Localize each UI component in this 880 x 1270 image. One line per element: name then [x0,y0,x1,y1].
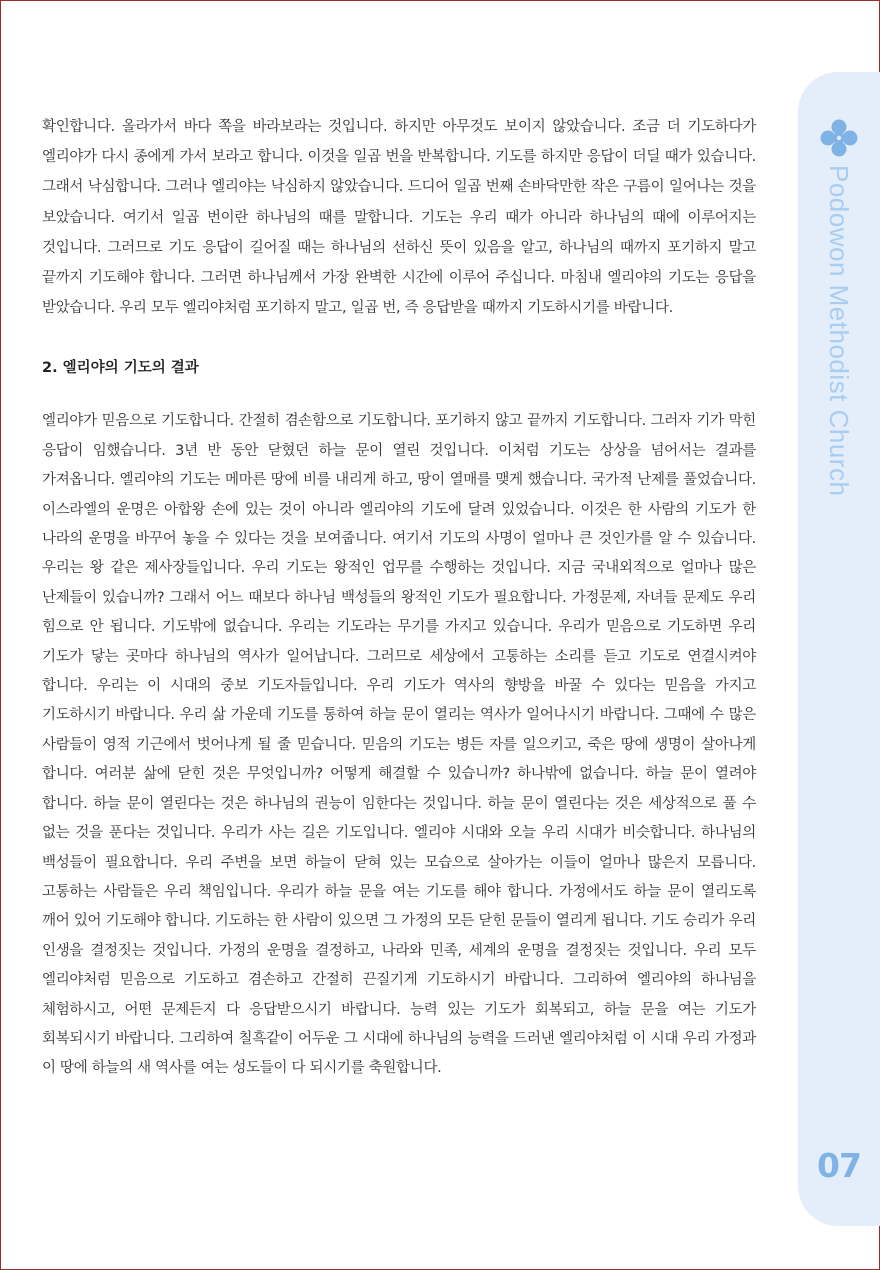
church-name-text: Podowon Methodist Church [824,165,854,497]
page-number: 07 [817,1146,861,1185]
section-heading: 2. 엘리야의 기도의 결과 [42,360,199,377]
clover-icon [820,119,858,157]
paragraph-2: 엘리야가 믿음으로 기도합니다. 간절히 겸손함으로 기도합니다. 포기하지 않고 끝까지 기도합니다. 그러자 기가 막힌 응답이 임했습니다. 3년 반 동안 닫혔던 하늘 문이 열린 것입니다. 이처럼 기도는 상상을 넘어서는 결과를 가져옵니다. 엘리야의 기도는 메마른 땅에 비를 내리게 하고, 땅이 열매를 맺게 했습니다. 국가적 난제를 풀었습니다. 이스라엘의 운명은 아합왕 손에 있는 것이 아니라 엘리야의 기도에 달려 있었습니다. 이것은 한 사람의 기도가 한 나라의 운명을 바꾸어 놓을 수 있다는 것을 보여줍니다. 여기서 기도의 사명이 얼마나 큰 것인가를 알 수 있습니다. 우리는 왕 같은 제사장들입니다. 우리 기도는 왕적인 업무를 수행하는 것입니다. 지금 국내외적으로 얼마나 많은 난제들이 있습니까? 그래서 어느 때보다 하나님 백성들의 왕적인 기도가 필요합니다. 가정문제, 자녀들 문제도 우리 힘으로 안 됩니다. 기도밖에 없습니다. 우리는 기도라는 무기를 가지고 있습니다. 우리가 믿음으로 기도하면 우리 기도가 닿는 곳마다 하나님의 역사가 일어납니다. 그러므로 세상에서 고통하는 소리를 듣고 기도로 연결시켜야 합니다. 우리는 이 시대의 중보 기도자들입니다. 우리 기도가 역사의 향방을 바꿀 수 있다는 믿음을 가지고 기도하시기 바랍니다. 우리 삶 가운데 기도를 통하여 하늘 문이 열리는 역사가 일어나시기 바랍니다. 그때에 수 많은 사람들이 영적 기근에서 벗어나게 될 줄 믿습니다. 믿음의 기도는 병든 자를 일으키고, 죽은 땅에 생명이 살아나게 합니다. 여러분 삶에 닫힌 것은 무엇입니까? 어떻게 해결할 수 있습니까? 하나밖에 없습니다. 하늘 문이 열려야 합니다. 하늘 문이 열린다는 것은 하나님의 권능이 임한다는 것입니다. 하늘 문이 열린다는 것은 세상적으로 풀 수 없는 것을 푼다는 것입니다. 우리가 사는 길은 기도입니다. 엘리야 시대와 오늘 우리 시대가 비슷합니다. 하나님의 백성들이 필요합니다. 우리 주변을 보면 하늘이 닫혀 있는 모습으로 살아가는 이들이 얼마나 많은지 모릅니다. 고통하는 사람들은 우리 책임입니다. 우리가 하늘 문을 여는 기도를 해야 합니다. 가정에서도 하늘 문이 열리도록 깨어 있어 기도해야 합니다. 기도하는 한 사람이 있으면 그 가정의 모든 닫힌 문들이 열리게 됩니다. 기도 승리가 우리 인생을 결정짓는 것입니다. 가정의 운명을 결정하고, 나라와 민족, 세계의 운명을 결정짓는 것입니다. 우리 모두 엘리야처럼 믿음으로 기도하고 겸손하고 간절히 끈질기게 기도하시기 바랍니다. 그리하여 엘리야의 하나님을 체험하시고, 어떤 문제든지 다 응답받으시기 바랍니다. 능력 있는 기도가 회복되고, 하늘 문을 여는 기도가 회복되시기 바랍니다. 그리하여 칠흑같이 어두운 그 시대에 하나님의 능력을 드러낸 엘리야처럼 이 시대 우리 가정과 이 땅에 하늘의 새 역사를 여는 성도들이 다 되시기를 축원합니다. [42,413,756,1077]
paragraph-1: 확인합니다. 올라가서 바다 쪽을 바라보라는 것입니다. 하지만 아무것도 보이지 않았습니다. 조금 더 기도하다가 엘리야가 다시 종에게 가서 보라고 합니다. 이것을 일곱 번을 반복합니다. 기도를 하지만 응답이 더딜 때가 있습니다. 그래서 낙심합니다. 그러나 엘리야는 낙심하지 않았습니다. 드디어 일곱 번째 손바닥만한 작은 구름이 일어나는 것을 보았습니다. 여기서 일곱 번이란 하나님의 때를 말합니다. 기도는 우리 때가 아니라 하나님의 때에 이루어지는 것입니다. 그러므로 기도 응답이 길어질 때는 하나님의 선하신 뜻이 있음을 알고, 하나님의 때까지 포기하지 말고 끝까지 기도해야 합니다. 그러면 하나님께서 가장 완벽한 시간에 이루어 주십니다. 마침내 엘리야의 기도는 응답을 받았습니다. 우리 모두 엘리야처럼 포기하지 말고, 일곱 번, 즉 응답받을 때까지 기도하시기를 바랍니다. [42,119,756,317]
article-body [42,112,756,1084]
